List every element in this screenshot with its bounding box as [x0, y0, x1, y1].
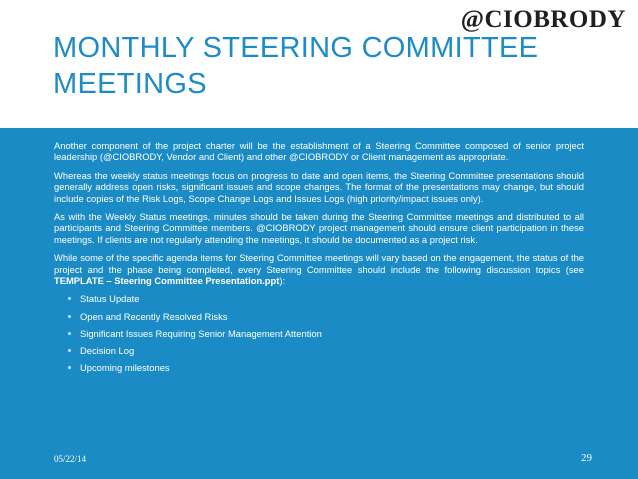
brand-watermark: @CIOBRODY — [460, 6, 626, 33]
bullet-icon — [68, 297, 71, 300]
list-item-label: Upcoming milestones — [80, 361, 170, 373]
paragraph-text: While some of the specific agenda items for Steering Committee meetings will vary based on the engagement, the status of the project and the phase being completed, every Steering Committee should include the following discussion topics (see — [54, 252, 584, 275]
paragraph-agenda-intro — [54, 252, 584, 286]
template-reference: TEMPLATE – Steering Committee Presentation.ppt — [54, 275, 280, 287]
list-item — [68, 328, 584, 339]
list-item — [68, 311, 584, 322]
paragraph-text: ): — [279, 275, 286, 287]
slide-body — [54, 140, 584, 379]
slide-title: MONTHLY STEERING COMMITTEE MEETINGS — [53, 32, 539, 100]
paragraph: As with the Weekly Status meetings, minutes should be taken during the Steering Committee meetings and distributed to all participants and Steering Committee members. @CIOBRODY project management should ensure client participation in these meetings. If clients are not regularly attending the meetings, it should be documented as a project risk. — [54, 211, 584, 245]
bullet-icon — [68, 366, 71, 369]
bullet-icon — [68, 315, 71, 318]
paragraph: Another component of the project charter will be the establishment of a Steering Committee composed of senior project leadership (@CIOBRODY, Vendor and Client) and other @CIOBRODY or Client management as appropriate. — [54, 140, 584, 163]
page-number: 29 — [581, 452, 592, 464]
list-item-label: Significant Issues Requiring Senior Management Attention — [80, 327, 322, 339]
bullet-icon — [68, 349, 71, 352]
list-item-label: Decision Log — [80, 344, 135, 356]
list-item — [68, 362, 584, 373]
paragraph: Whereas the weekly status meetings focus on progress to date and open items, the Steering Committee presentations should generally address open risks, significant issues and scope changes. The format of the presentations may change, but should include copies of the Risk Logs, Scope Change Logs and Issues Logs (high priority/impact issues only). — [54, 169, 584, 204]
list-item — [68, 345, 584, 356]
list-item-label: Status Update — [80, 293, 140, 305]
footer-date: 05/22/14 — [54, 454, 87, 464]
list-item-label: Open and Recently Resolved Risks — [80, 310, 228, 322]
agenda-list — [54, 293, 584, 373]
list-item — [68, 293, 584, 304]
bullet-icon — [68, 332, 71, 335]
